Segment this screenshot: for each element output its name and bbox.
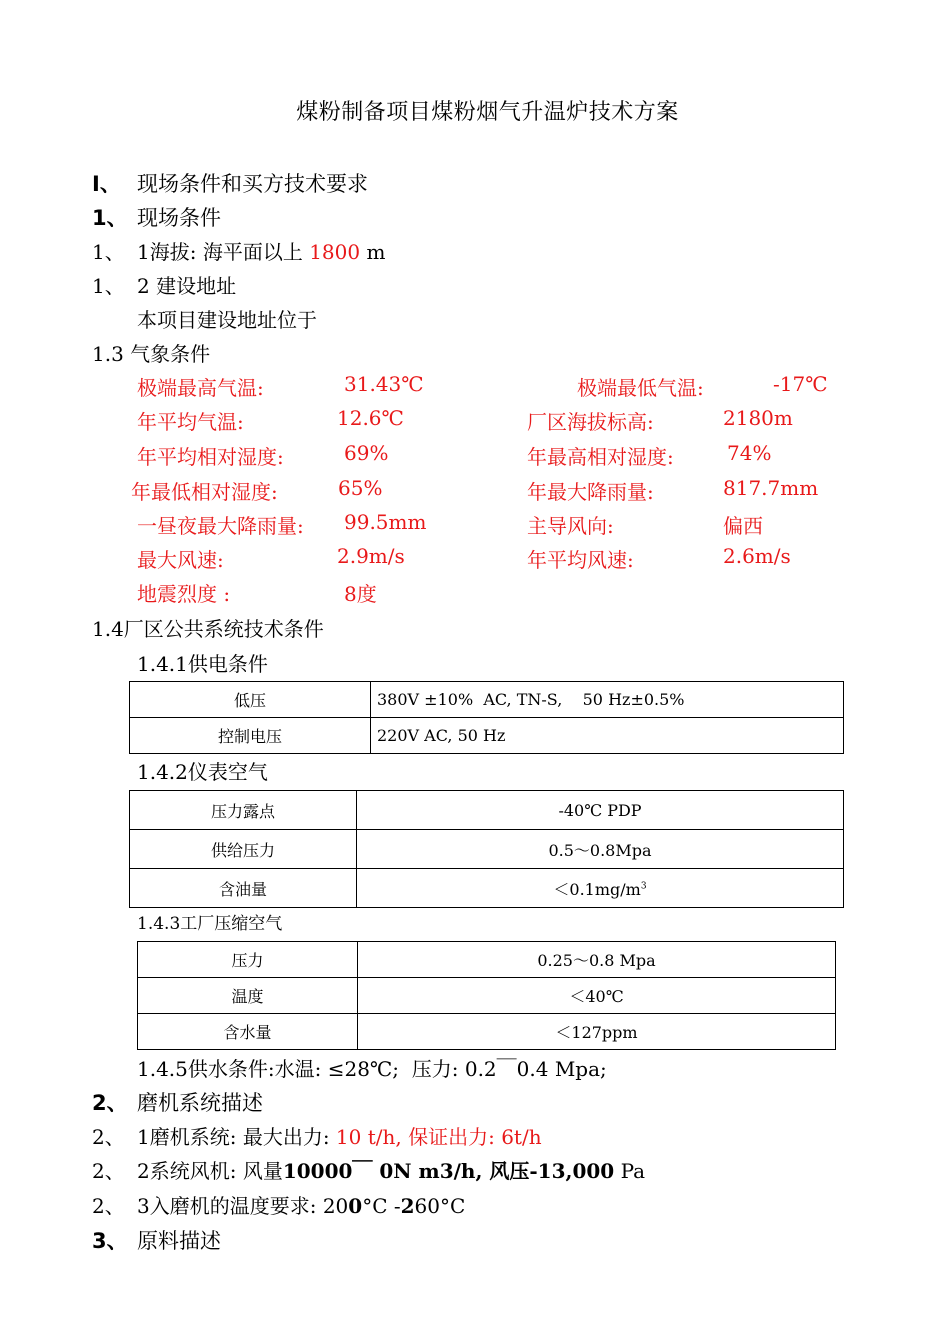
page-title: 煤粉制备项目煤粉烟气升温炉技术方案 (296, 100, 679, 125)
inlet-temp-b2: 2 (400, 1194, 415, 1218)
day-rainfall-value: 99.5mm (344, 510, 427, 534)
avg-temp-label: 年平均气温: (137, 410, 244, 434)
power-value-0: 380V ±10% AC, TN-S, 50 Hz±0.5% (371, 682, 844, 718)
section-2-number: 2、 (92, 1091, 128, 1115)
plant-air-value-2: ＜127ppm (358, 1014, 836, 1050)
altitude-line (137, 236, 385, 265)
plant-air-key-1: 温度 (138, 978, 358, 1014)
table-row (130, 718, 844, 754)
avg-wind-value: 2.6m/s (723, 544, 791, 568)
mill-system-output: 10 t/h, 保证出力: 6t/h (335, 1125, 542, 1149)
mill-system-line (137, 1121, 542, 1150)
section-i-heading: 现场条件和买方技术要求 (137, 172, 368, 196)
altitude-label: 1海拔: 海平面以上 (137, 240, 310, 264)
avg-wind-label: 年平均风速: (527, 548, 634, 572)
inlet-temp-post: 60°C (414, 1194, 466, 1218)
section-3-number: 3、 (92, 1229, 128, 1253)
weather-heading: 1.3 气象条件 (92, 342, 211, 366)
altitude-plant-value: 2180m (723, 406, 793, 430)
inlet-temp-line (137, 1190, 465, 1219)
inst-air-key-0: 压力露点 (130, 791, 357, 830)
inst-air-key-1: 供给压力 (130, 830, 357, 869)
section-1-number: 1、 (92, 206, 128, 230)
table-row (130, 869, 844, 908)
instrument-air-table (129, 790, 844, 908)
day-rainfall-label: 一昼夜最大降雨量: (137, 514, 304, 538)
altitude-unit: m (360, 240, 386, 264)
max-wind-value: 2.9m/s (337, 544, 405, 568)
power-supply-heading: 1.4.1供电条件 (137, 652, 268, 676)
max-wind-label: 最大风速: (137, 548, 224, 572)
altitude-plant-label: 厂区海拔标高: (527, 410, 654, 434)
inlet-temp-b1: 0 (348, 1194, 363, 1218)
mill-system-number: 2、 (92, 1125, 125, 1149)
inst-air-value-0: -40℃ PDP (357, 791, 844, 830)
inst-air-value-1: 0.5～0.8Mpa (357, 830, 844, 869)
instrument-air-heading: 1.4.2仪表空气 (137, 760, 268, 784)
min-temp-value: -17℃ (773, 372, 828, 396)
inlet-temp-label: 3入磨机的温度要求: 20 (137, 1194, 349, 1218)
max-humidity-value: 74% (727, 441, 772, 465)
table-row (130, 830, 844, 869)
avg-humidity-value: 69% (344, 441, 389, 465)
public-systems-heading: 1.4厂区公共系统技术条件 (92, 617, 324, 641)
avg-humidity-label: 年平均相对湿度: (137, 445, 284, 469)
table-row (138, 1014, 836, 1050)
table-row (130, 791, 844, 830)
power-value-1: 220V AC, 50 Hz (371, 718, 844, 754)
system-fan-line (137, 1155, 645, 1184)
site-address-heading: 2 建设地址 (137, 274, 237, 298)
system-fan-value: 10000￣ 0N m3/h, 风压-13,000 (282, 1159, 615, 1183)
system-fan-number: 2、 (92, 1159, 125, 1183)
site-address-text: 本项目建设地址位于 (137, 308, 317, 332)
power-key-0: 低压 (130, 682, 371, 718)
table-row (138, 978, 836, 1014)
max-temp-value: 31.43℃ (344, 372, 424, 396)
altitude-number: 1、 (92, 240, 125, 264)
wind-direction-value: 偏西 (723, 514, 763, 538)
min-humidity-value: 65% (338, 476, 383, 500)
seismic-value: 8度 (344, 582, 377, 606)
inlet-temp-mid: °C - (362, 1194, 401, 1218)
plant-air-value-0: 0.25～0.8 Mpa (358, 942, 836, 978)
min-humidity-label: 年最低相对湿度: (131, 480, 278, 504)
plant-air-key-2: 含水量 (138, 1014, 358, 1050)
section-1-heading: 现场条件 (137, 206, 221, 230)
plant-air-heading: 1.4.3工厂压缩空气 (137, 914, 283, 934)
wind-direction-label: 主导风向: (527, 514, 614, 538)
inst-air-key-2: 含油量 (130, 869, 357, 908)
table-row (138, 942, 836, 978)
seismic-label: 地震烈度 : (137, 582, 231, 606)
plant-air-key-0: 压力 (138, 942, 358, 978)
inst-air-value-2: ＜0.1mg/m (553, 879, 641, 899)
plant-air-value-1: ＜40℃ (358, 978, 836, 1014)
section-i-number: I、 (92, 172, 121, 196)
max-rainfall-value: 817.7mm (723, 476, 819, 500)
inlet-temp-number: 2、 (92, 1194, 125, 1218)
system-fan-unit: Pa (614, 1159, 646, 1183)
max-rainfall-label: 年最大降雨量: (527, 480, 654, 504)
min-temp-label: 极端最低气温: (577, 376, 704, 400)
section-3-heading: 原料描述 (137, 1229, 221, 1253)
inst-air-value-2-sup: 3 (640, 881, 647, 892)
section-2-heading: 磨机系统描述 (137, 1091, 263, 1115)
inst-air-value-2-cell (357, 869, 844, 908)
table-row (130, 682, 844, 718)
system-fan-label: 2系统风机: 风量 (137, 1159, 283, 1183)
altitude-value: 1800 (309, 240, 361, 264)
site-address-number: 1、 (92, 274, 125, 298)
max-humidity-label: 年最高相对湿度: (527, 445, 674, 469)
mill-system-label: 1磨机系统: 最大出力: (137, 1125, 336, 1149)
power-key-1: 控制电压 (130, 718, 371, 754)
plant-air-table (137, 941, 836, 1050)
avg-temp-value: 12.6℃ (337, 406, 404, 430)
power-table (129, 681, 844, 754)
water-supply-line: 1.4.5供水条件:水温: ≤28℃; 压力: 0.2￣0.4 Mpa; (137, 1057, 607, 1081)
max-temp-label: 极端最高气温: (137, 376, 264, 400)
